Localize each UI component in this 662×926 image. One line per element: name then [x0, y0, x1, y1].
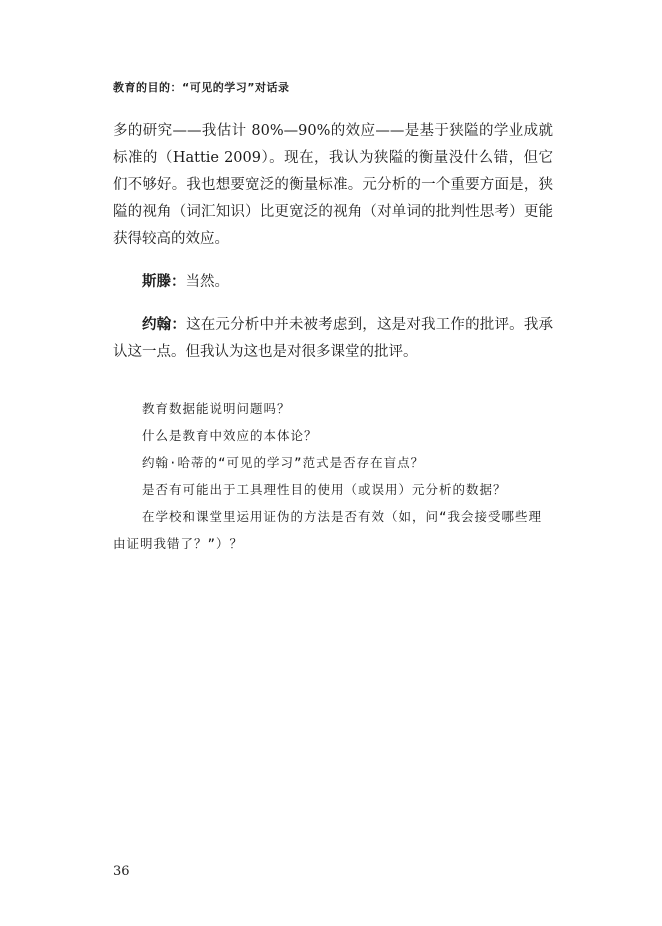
- dialogue-exchange-1: [113, 269, 553, 296]
- question-list: [113, 395, 553, 557]
- question-item: 在学校和课堂里运用证伪的方法是否有效（如，问“我会接受哪些理由证明我错了？”）？: [113, 509, 543, 551]
- speaker-name: 约翰：: [142, 317, 187, 333]
- body-text: [113, 118, 553, 382]
- speaker-name: 斯滕：: [142, 274, 186, 290]
- paragraph-continued: 多的研究——我估计 80%—90%的效应——是基于狭隘的学业成就标准的（Hattie 2009）。现在，我认为狭隘的衡量没什么错，但它们不够好。我也想要宽泛的衡量标准。元分析的一个重要方面是，狭隘的视角（词汇知识）比更宽泛的视角（对单词的批判性思考）更能获得较高的效应。: [113, 123, 553, 247]
- speaker-text: 这在元分析中并未被考虑到，这是对我工作的批评。我承认这一点。但我认为这也是对很多课堂的批评。: [113, 317, 554, 360]
- question-item: 什么是教育中效应的本体论？: [142, 428, 318, 443]
- question-item: 是否有可能出于工具理性目的使用（或误用）元分析的数据？: [142, 482, 507, 497]
- question-item: 约翰·哈蒂的“可见的学习”范式是否存在盲点？: [142, 455, 425, 470]
- speaker-text: 当然。: [185, 274, 229, 290]
- question-item: 教育数据能说明问题吗？: [142, 401, 291, 416]
- dialogue-exchange-2: [113, 312, 553, 366]
- running-header: 教育的目的：“可见的学习”对话录: [113, 81, 290, 94]
- page-number: 36: [113, 864, 130, 879]
